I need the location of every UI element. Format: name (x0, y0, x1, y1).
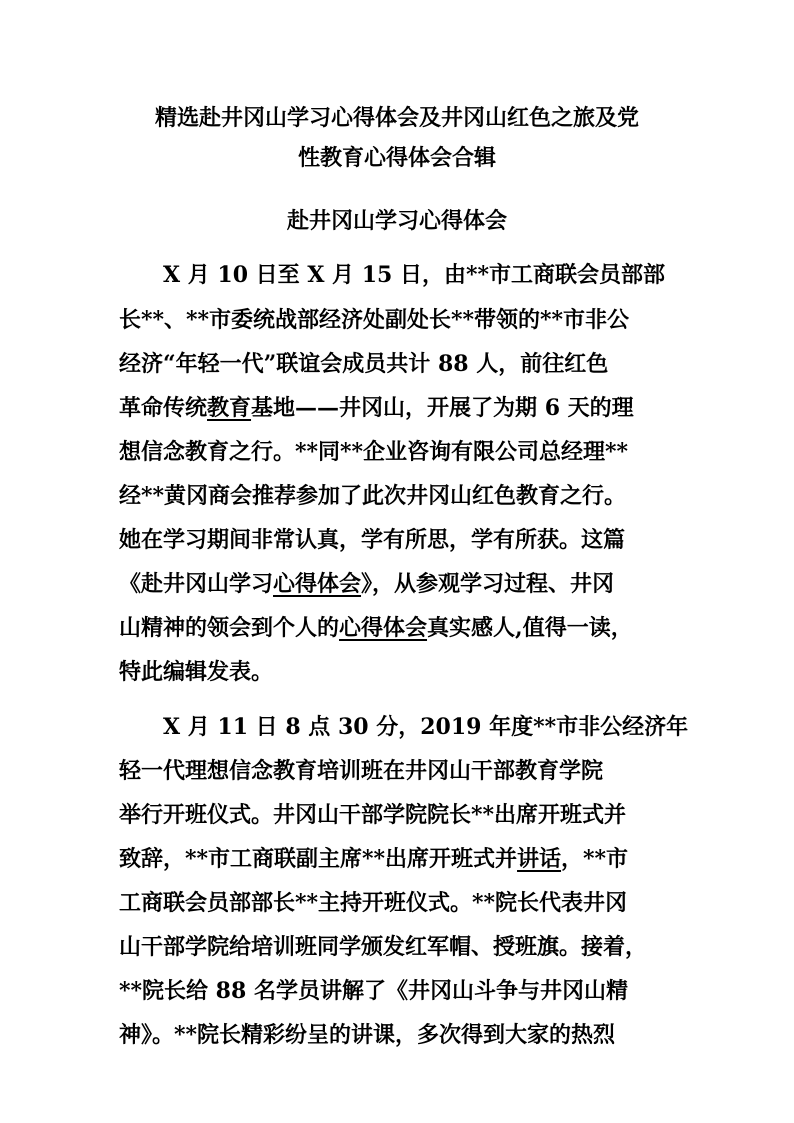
paragraph-1-line-7: 她在学习期间非常认真，学有所思，学有所获。这篇 (119, 527, 626, 553)
text-span: 真实感人,值得一读， (427, 615, 633, 641)
paragraph-2-line-4 (119, 841, 628, 877)
underlined-link-experience[interactable]: 心得体会 (273, 571, 362, 597)
paragraph-1-line-4 (119, 390, 634, 426)
paragraph-2-line-8: 神》。**院长精彩纷呈的讲课，多次得到大家的热烈 (119, 1022, 616, 1048)
paragraph-1-line-5: 想信念教育之行。**同**企业咨询有限公司总经理** (119, 439, 629, 465)
underlined-link-speech[interactable]: 讲话 (517, 846, 562, 872)
paragraph-2-line-5: 工商联会员部部长**主持开班仪式。**院长代表井冈 (119, 890, 628, 916)
text-span: 《赴井冈山学习 (119, 571, 274, 597)
underlined-link-experience[interactable]: 心得体会 (339, 615, 428, 641)
paragraph-1-line-9 (119, 610, 633, 646)
text-span: 山精神的领会到个人的 (119, 615, 340, 641)
paragraph-1-line-3: 经济“年轻一代”联谊会成员共计 88 人，前往红色 (119, 351, 609, 377)
document-title-line-1: 精选赴井冈山学习心得体会及井冈山红色之旅及党 (154, 105, 639, 131)
paragraph-2-line-3: 举行开班仪式。井冈山干部学院院长**出席开班式并 (119, 802, 627, 828)
underlined-link-education[interactable]: 教育 (207, 395, 252, 421)
text-span: ，**市 (561, 846, 629, 872)
text-span: 革命传统 (119, 395, 208, 421)
text-span: 致辞，**市工商联副主席**出席开班式并 (119, 846, 518, 872)
paragraph-2-line-7: **院长给 88 名学员讲解了《井冈山斗争与井冈山精 (119, 978, 628, 1004)
paragraph-1-line-10: 特此编辑发表。 (119, 659, 274, 685)
paragraph-2-line-6: 山干部学院给培训班同学颁发红军帽、授班旗。接着， (119, 934, 648, 960)
section-heading: 赴井冈山学习心得体会 (286, 208, 507, 234)
paragraph-2-line-1: X 月 11 日 8 点 30 分，2019 年度**市非公经济年 (163, 714, 689, 740)
paragraph-1-line-6: 经**黄冈商会推荐参加了此次井冈山红色教育之行。 (119, 483, 627, 509)
text-span: 基地——井冈山，开展了为期 6 天的理 (251, 395, 634, 421)
paragraph-2-line-2: 轻一代理想信念教育培训班在井冈山干部教育学院 (119, 758, 604, 784)
document-title-line-2: 性教育心得体会合辑 (297, 145, 496, 171)
paragraph-1-line-2: 长**、**市委统战部经济处副处长**带领的**市非公 (119, 307, 630, 333)
text-span: 》，从参观学习过程、井冈 (361, 571, 615, 597)
paragraph-1-line-1: X 月 10 日至 X 月 15 日，由**市工商联会员部部 (163, 262, 665, 288)
paragraph-1-line-8 (119, 566, 614, 602)
